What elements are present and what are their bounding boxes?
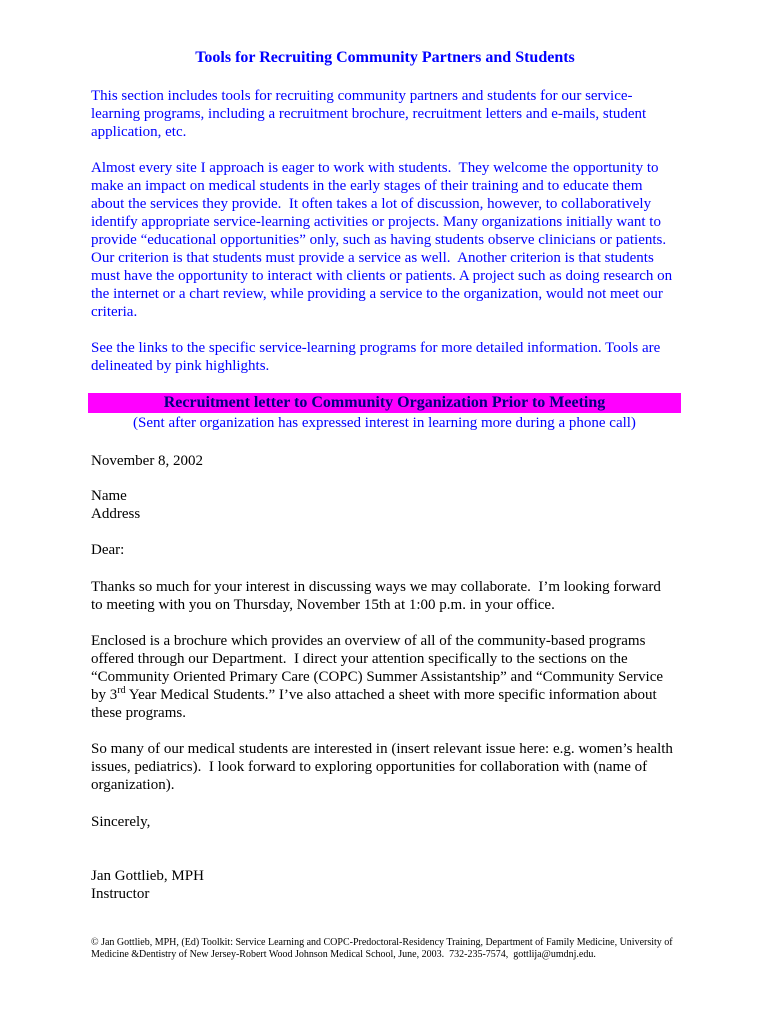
date-text: November 8, 2002 bbox=[91, 453, 204, 469]
text-line: issues, pediatrics). I look forward to exploring opportunities for collaboration with (name of bbox=[91, 759, 648, 775]
letter-paragraph bbox=[91, 632, 681, 722]
intro-paragraph bbox=[91, 339, 681, 375]
signer-name: Jan Gottlieb, MPH bbox=[91, 868, 204, 884]
letter-recipient bbox=[91, 487, 681, 523]
copyright-footer bbox=[91, 937, 691, 961]
text-line: criteria. bbox=[91, 304, 138, 320]
text-line: make an impact on medical students in the early stages of their training and to educate them bbox=[91, 178, 643, 194]
text-line: identify appropriate service-learning activities or projects. Many organizations initially want to bbox=[91, 214, 661, 230]
intro-paragraph bbox=[91, 159, 681, 321]
salutation-text: Dear: bbox=[91, 542, 125, 558]
text-line: learning programs, including a recruitment brochure, recruitment letters and e-mails, student bbox=[91, 106, 647, 122]
closing-text: Sincerely, bbox=[91, 814, 151, 830]
letter-paragraph bbox=[91, 740, 681, 794]
intro-paragraph bbox=[91, 87, 681, 141]
letter-paragraph bbox=[91, 578, 681, 614]
letter-signature bbox=[91, 867, 681, 903]
text-line: application, etc. bbox=[91, 124, 187, 140]
footer-line: Medicine &Dentistry of New Jersey-Robert Wood Johnson Medical School, June, 2003. 732-235-7574, gottlija@umdnj.edu. bbox=[91, 949, 596, 960]
text-segment: Year Medical Students.” I’ve also attached a sheet with more specific information about bbox=[125, 687, 657, 703]
tool-highlight-bar bbox=[88, 393, 681, 413]
text-line: Thanks so much for your interest in discussing ways we may collaborate. I’m looking forward bbox=[91, 579, 661, 595]
signer-title: Instructor bbox=[91, 886, 150, 902]
letter-date bbox=[91, 452, 681, 470]
recipient-address: Address bbox=[91, 506, 141, 522]
text-line bbox=[91, 686, 681, 704]
text-line: See the links to the specific service-learning programs for more detailed information. Tools are bbox=[91, 340, 661, 356]
tool-note: (Sent after organization has expressed interest in learning more during a phone call) bbox=[133, 415, 636, 431]
text-line: the internet or a chart review, while providing a service to the organization, would not meet our bbox=[91, 286, 663, 302]
text-line: organization). bbox=[91, 777, 175, 793]
text-line: “Community Oriented Primary Care (COPC) Summer Assistantship” and “Community Service bbox=[91, 669, 664, 685]
text-line: about the services they provide. It often takes a lot of discussion, however, to collaboratively bbox=[91, 196, 652, 212]
text-line: Our criterion is that students must provide a service as well. Another criterion is that students bbox=[91, 250, 654, 266]
text-line: Almost every site I approach is eager to work with students. They welcome the opportunity to bbox=[91, 160, 659, 176]
text-line: these programs. bbox=[91, 705, 186, 721]
ordinal-suffix: rd bbox=[117, 685, 126, 696]
text-line: So many of our medical students are interested in (insert relevant issue here: e.g. women’s health bbox=[91, 741, 673, 757]
text-line: delineated by pink highlights. bbox=[91, 358, 270, 374]
tool-heading: Recruitment letter to Community Organization Prior to Meeting bbox=[163, 394, 606, 411]
page-title: Tools for Recruiting Community Partners and Students bbox=[195, 49, 575, 66]
letter-salutation bbox=[91, 541, 681, 559]
footer-line: © Jan Gottlieb, MPH, (Ed) Toolkit: Service Learning and COPC-Predoctoral-Residency Training, Department of Family Medicine, University of bbox=[91, 937, 673, 948]
text-line: offered through our Department. I direct your attention specifically to the sections on the bbox=[91, 651, 628, 667]
text-line: to meeting with you on Thursday, November 15th at 1:00 p.m. in your office. bbox=[91, 597, 555, 613]
recipient-name: Name bbox=[91, 488, 127, 504]
text-line: must have the opportunity to interact with clients or patients. A project such as doing research on bbox=[91, 268, 673, 284]
text-line: provide “educational opportunities” only, such as having students observe clinicians or patients. bbox=[91, 232, 667, 248]
text-line: This section includes tools for recruiting community partners and students for our service- bbox=[91, 88, 633, 104]
letter-closing bbox=[91, 813, 681, 831]
text-segment: by 3 bbox=[91, 687, 118, 703]
text-line: Enclosed is a brochure which provides an overview of all of the community-based programs bbox=[91, 633, 646, 649]
